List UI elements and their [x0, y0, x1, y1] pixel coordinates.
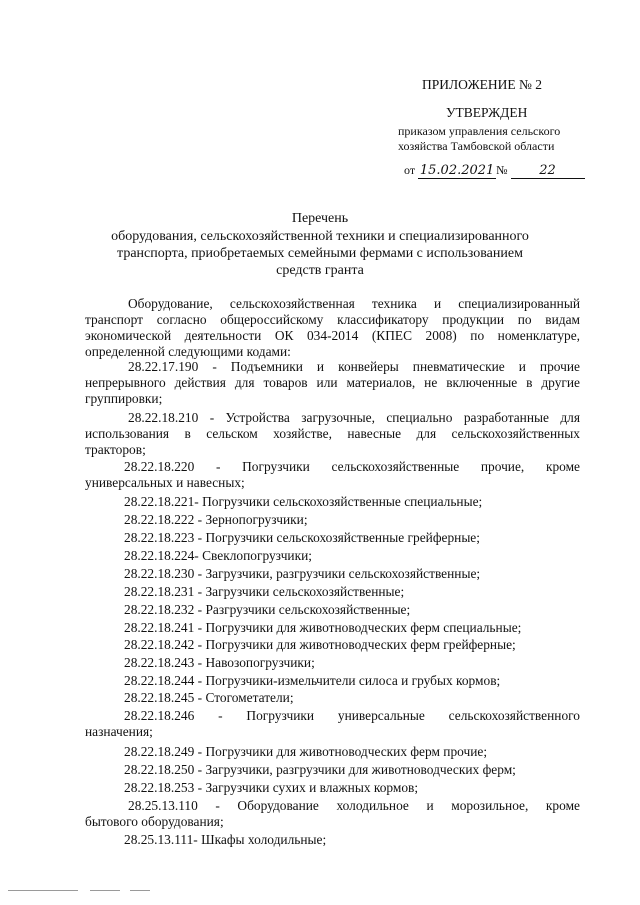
handwritten-number: 22 [511, 163, 585, 179]
order-line-1: приказом управления сельского [398, 124, 561, 138]
list-item: 28.22.18.230 - Загрузчики, разгрузчики сельскохозяйственные; [124, 566, 481, 581]
intro-line-4: определенной следующими кодами: [85, 344, 291, 359]
date-number-line [404, 163, 585, 179]
scan-artifact [8, 890, 78, 891]
list-item-cont: тракторов; [85, 442, 146, 457]
list-item-cont: непрерывного действия для товаров или материалов, не включенные в другие [85, 375, 580, 390]
order-line-2: хозяйства Тамбовской области [398, 139, 555, 153]
list-item: 28.22.18.246 - Погрузчики универсальные сельскохозяйственного [124, 708, 580, 723]
scan-artifact [130, 890, 150, 891]
list-item: 28.22.18.210 - Устройства загрузочные, специально разработанные для [128, 410, 580, 425]
list-item: 28.22.18.221- Погрузчики сельскохозяйственные специальные; [124, 494, 483, 509]
number-prefix: № [496, 163, 508, 177]
handwritten-date: 15.02.2021 [419, 163, 495, 178]
list-item-cont: универсальных и навесных; [85, 475, 245, 490]
scan-artifact [90, 890, 120, 891]
title-line-4: средств гранта [276, 263, 364, 278]
list-item: 28.22.17.190 - Подъемники и конвейеры пневматические и прочие [128, 359, 580, 374]
document-title: Перечень [291, 211, 349, 226]
list-item: 28.22.18.253 - Загрузчики сухих и влажных кормов; [124, 780, 419, 795]
list-item-cont: бытового оборудования; [85, 814, 224, 829]
list-item: 28.22.18.220 - Погрузчики сельскохозяйственные прочие, кроме [124, 459, 580, 474]
intro-line-3: экономической деятельности ОК 034-2014 (КПЕС 2008) по номенклатуре, [85, 328, 580, 343]
list-item: 28.25.13.110 - Оборудование холодильное и морозильное, кроме [128, 798, 580, 813]
intro-line-2: транспорт согласно общероссийскому классификатору продукции по видам [85, 312, 580, 327]
approved-label: УТВЕРЖДЕН [446, 105, 528, 120]
list-item: 28.22.18.231 - Загрузчики сельскохозяйственные; [124, 584, 405, 599]
appendix-label: ПРИЛОЖЕНИЕ № 2 [422, 77, 543, 92]
list-item: 28.22.18.241 - Погрузчики для животноводческих ферм специальные; [124, 620, 522, 635]
list-item: 28.22.18.250 - Загрузчики, разгрузчики для животноводческих ферм; [124, 762, 516, 777]
title-line-3: транспорта, приобретаемых семейными фермами с использованием [117, 246, 523, 261]
list-item: 28.22.18.223 - Погрузчики сельскохозяйственные грейферные; [124, 530, 480, 545]
list-item: 28.22.18.243 - Навозопогрузчики; [124, 655, 315, 670]
list-item: 28.22.18.245 - Стогометатели; [124, 690, 294, 705]
date-prefix: от [404, 163, 416, 177]
intro-line-1: Оборудование, сельскохозяйственная техника и специализированный [128, 296, 580, 311]
list-item-cont: группировки; [85, 391, 163, 406]
list-item: 28.22.18.222 - Зернопогрузчики; [124, 512, 308, 527]
list-item: 28.22.18.249 - Погрузчики для животноводческих ферм прочие; [124, 744, 488, 759]
list-item: 28.22.18.242 - Погрузчики для животноводческих ферм грейферные; [124, 637, 516, 652]
list-item: 28.22.18.224- Свеклопогрузчики; [124, 548, 312, 563]
list-item-cont: использования в сельском хозяйстве, навесные для сельскохозяйственных [85, 426, 580, 441]
title-line-2: оборудования, сельскохозяйственной техники и специализированного [111, 229, 529, 244]
list-item: 28.22.18.244 - Погрузчики-измельчители силоса и грубых кормов; [124, 673, 501, 688]
list-item: 28.25.13.111- Шкафы холодильные; [124, 832, 327, 847]
list-item-cont: назначения; [85, 724, 153, 739]
list-item: 28.22.18.232 - Разгрузчики сельскохозяйственные; [124, 602, 411, 617]
